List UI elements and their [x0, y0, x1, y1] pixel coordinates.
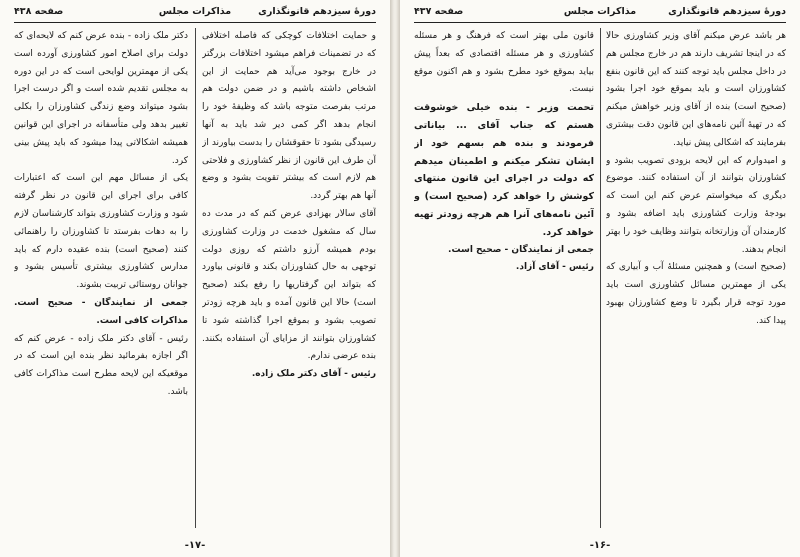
paragraph: قانون ملی بهتر است که فرهنگ و هر مسئله کشاورزی و هر مسئله اقتصادی که بعداً پیش بیاید بموقع خود مطرح بشود و هم اکنون موقع نیست. — [414, 31, 594, 95]
text-column-left — [414, 28, 594, 528]
header-page-number: صفحه ۴۳۸ — [14, 6, 64, 17]
page-number-footer: -۱۶- — [589, 540, 611, 551]
page-number-footer: -۱۷- — [184, 540, 206, 551]
paragraph: هر باشد عرض میکنم آقای وزیر کشاورزی حالا که در اینجا تشریف دارند هم در خارج مجلس هم در داخل مجلس باید توجه کنند که این قانون بنفع کشاورزان است و باید بموقع خود اجرا بشود (صحیح است) بنده از آقای وزیر خواهش میکنم که در تهیهٔ آئین نامه‌های این قانون دقت بیشتری بفرمایند که اشکالی پیش نیاید. — [606, 31, 786, 148]
speaker-line: رئیس - آقای دکتر ملک زاده. — [251, 369, 376, 380]
book-gutter — [390, 0, 400, 557]
header-title: دورهٔ سیزدهم قانونگذاری — [258, 6, 376, 17]
header-center: مذاکرات مجلس — [158, 6, 232, 17]
speaker-line: رئیس - آقای آزاد. — [515, 262, 594, 273]
left-page — [0, 0, 390, 557]
paragraph: و حمایت اختلافات کوچکی که فاصله اختلافی که در تضمینات فراهم میشود اختلافات بزرگتر در خارج بوجود می‌آید هم حمایت از این اشخاص داشته باشیم و در ضمن دولت هم مرتب بفرصت متوجه باشد که وظیفهٔ خود را انجام بدهد اگر کمی دیر شد باید به آنها رسیدگی بشود تا حقوقشان را بدست بیاورند از آن طرف این قانون از نظر کشاورزی و فلاحتی هم لازم است که بیشتر تقویت بشود و وضع آنها هم بهتر گردد. — [202, 31, 376, 202]
header-title: دورهٔ سیزدهم قانونگذاری — [668, 6, 786, 17]
header-page-number: صفحه ۴۳۷ — [414, 6, 464, 17]
paragraph: و امیدوارم که این لایحه بزودی تصویب بشود و کشاورزان بتوانند از آن استفاده کنند. موضوع دیگری که میخواستم عرض کنم این است که بودجهٔ وزارت کشاورزی باید اضافه بشود و کارمندان آن وزارتخانه بتوانند وظایف خود را بهتر انجام بدهند. — [606, 155, 786, 255]
speaker-line: جمعی از نمایندگان - صحیح است. — [448, 244, 594, 255]
right-page — [400, 0, 800, 557]
paragraph: تحمت وزیر - بنده خیلی خوشوقت هستم که جناب آقای ... بیاناتی فرمودند و بنده هم بسهم خود از ایشان تشکر میکنم و اطمینان میدهم که دولت در اجرای این قانون منتهای کوشش را خواهد کرد (صحیح است) و آئین نامه‌های آنرا هم هرچه زودتر تهیه خواهد کرد. — [414, 102, 594, 238]
header-rule — [414, 22, 786, 23]
column-divider — [195, 28, 196, 528]
header-center: مذاکرات مجلس — [563, 6, 637, 17]
text-column-left — [14, 28, 188, 528]
paragraph: رئیس - آقای دکتر ملک زاده - عرض کنم که اگر اجازه بفرمائید نظر بنده این است که در موقعیکه این لایحه مطرح است مذاکرات کافی باشد. — [14, 333, 188, 397]
page-header — [14, 4, 376, 22]
paragraph: آقای سالار بهزادی عرض کنم که در مدت ده سال که مشغول خدمت در وزارت کشاورزی بودم همیشه آرزو داشتم که روزی دولت توجهی به حال کشاورزان بکند و قانونی بیاورد که بتواند این گرفتاریها را رفع بکند (صحیح است) حالا این قانون آمده و باید هرچه زودتر تصویب بشود و بموقع اجرا گذاشته شود تا کشاورزان بتوانند از مزایای آن استفاده بکنند. بنده عرضی ندارم. — [202, 208, 376, 362]
header-rule — [14, 22, 376, 23]
page-header — [414, 4, 786, 22]
paragraph: (صحیح است) و همچنین مسئلهٔ آب و آبیاری که یکی از مهمترین مسائل کشاورزی است باید مورد توجه قرار بگیرد تا وضع کشاورزان بهبود پیدا کند. — [606, 262, 786, 326]
text-column-right — [606, 28, 786, 528]
text-column-right — [202, 28, 376, 528]
speaker-line: جمعی از نمایندگان - صحیح است. مذاکرات کافی است. — [14, 297, 188, 326]
paragraph: دکتر ملک زاده - بنده عرض کنم که لایحه‌ای که دولت برای اصلاح امور کشاورزی آورده است یکی از مهمترین لوایحی است که در این دوره به مجلس تقدیم شده است و اگر درست اجرا بشود میتواند وضع زندگی کشاورزان را بکلی تغییر بدهد ولی متأسفانه در اجرای این قوانین همیشه اشکالاتی پیدا میشود که باید پیش بینی کرد. — [14, 31, 188, 166]
column-divider — [600, 28, 601, 528]
paragraph: یکی از مسائل مهم این است که اعتبارات کافی برای اجرای این قانون در نظر گرفته شود و وزارت کشاورزی بتواند کارشناسان لازم را به دهات بفرستد تا کشاورزان را راهنمائی کنند (صحیح است) بنده عقیده دارم که باید مدارس کشاورزی بیشتری تأسیس بشود و جوانان روستائی تربیت بشوند. — [14, 173, 188, 291]
